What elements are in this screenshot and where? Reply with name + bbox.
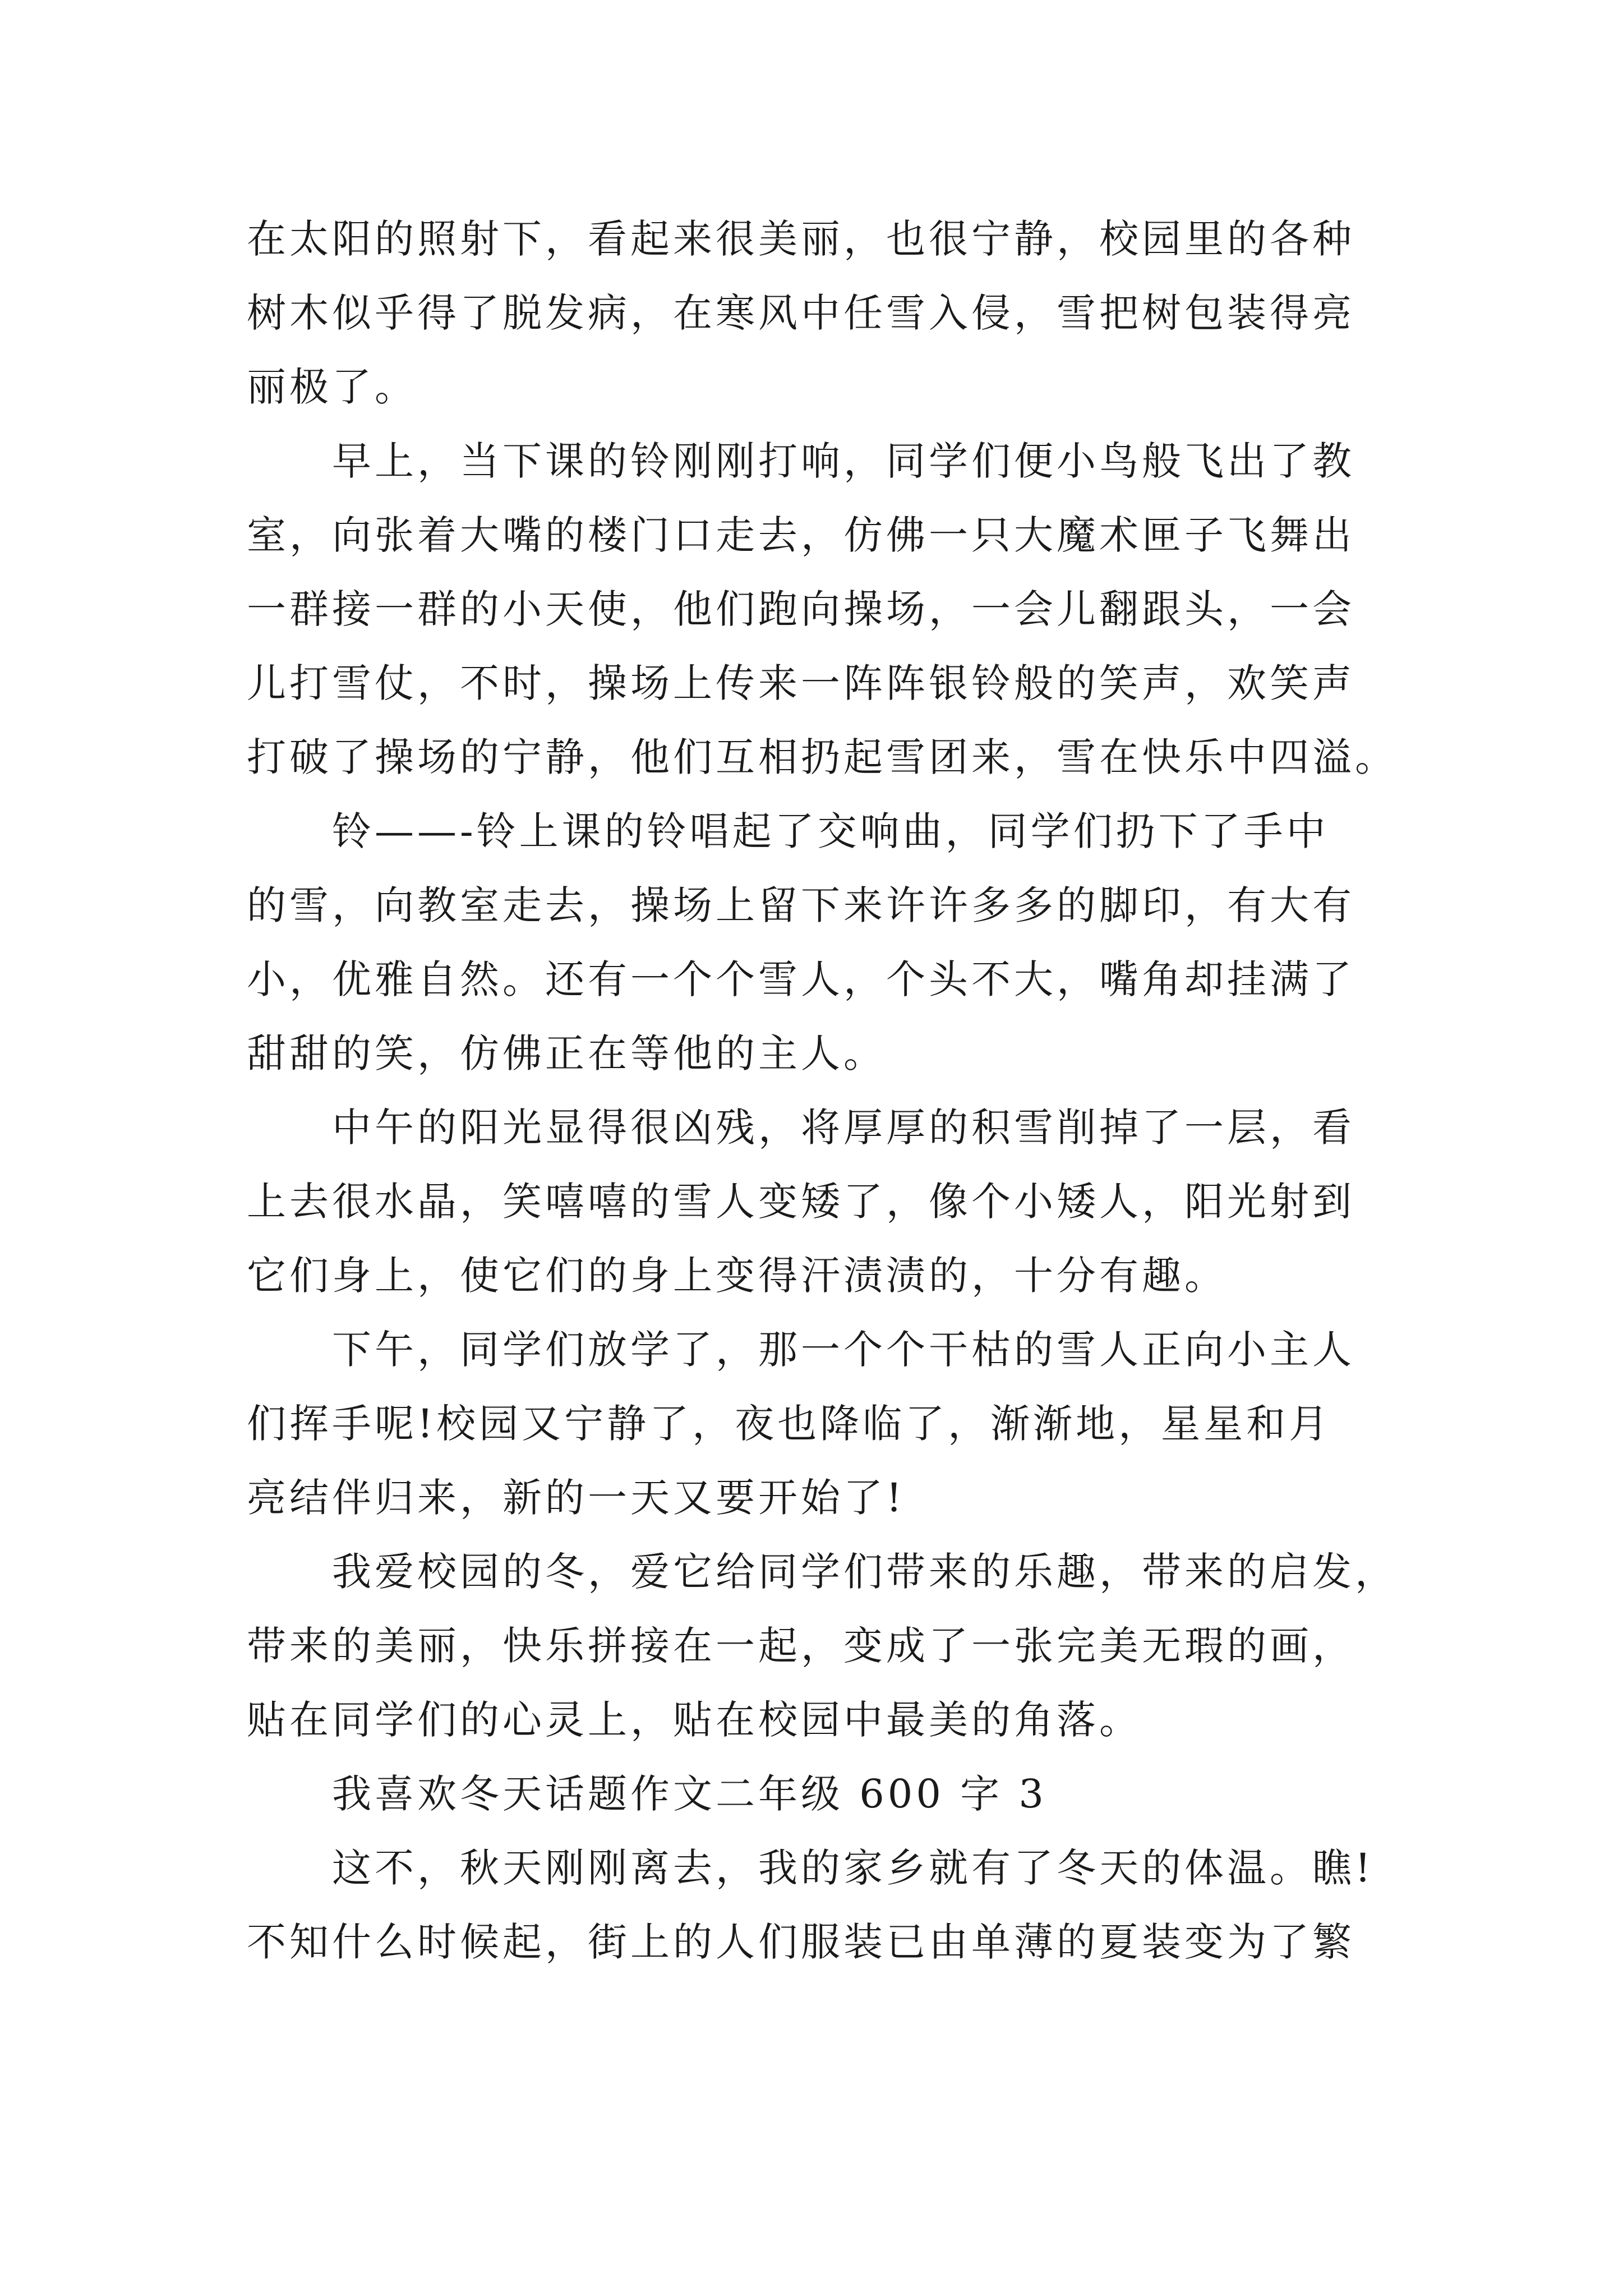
text-line: 室，向张着大嘴的楼门口走去，仿佛一只大魔术匣子飞舞出	[247, 512, 1355, 558]
paragraph-first-line: 中午的阳光显得很凶残，将厚厚的积雪削掉了一层，看	[332, 1105, 1355, 1151]
paragraph-first-line: 早上，当下课的铃刚刚打响，同学们便小鸟般飞出了教	[332, 438, 1355, 484]
text-line: 在太阳的照射下，看起来很美丽，也很宁静，校园里的各种	[247, 216, 1355, 262]
text-line: 打破了操场的宁静，他们互相扔起雪团来，雪在快乐中四溢。	[247, 734, 1398, 780]
text-line: 上去很水晶，笑嘻嘻的雪人变矮了，像个小矮人，阳光射到	[247, 1179, 1355, 1225]
text-line: 亮结伴归来，新的一天又要开始了!	[247, 1475, 906, 1521]
text-line: 们挥手呢!校园又宁静了，夜也降临了，渐渐地，星星和月	[247, 1401, 1332, 1447]
paragraph-first-line: 我爱校园的冬，爱它给同学们带来的乐趣，带来的启发，	[332, 1549, 1398, 1595]
paragraph-first-line: 铃——-铃上课的铃唱起了交响曲，同学们扔下了手中	[332, 808, 1329, 854]
text-line: 的雪，向教室走去，操场上留下来许许多多的脚印，有大有	[247, 882, 1355, 928]
text-line: 不知什么时候起，街上的人们服装已由单薄的夏装变为了繁	[247, 1919, 1355, 1965]
text-line: 小，优雅自然。还有一个个雪人，个头不大，嘴角却挂满了	[247, 956, 1355, 1002]
text-line: 它们身上，使它们的身上变得汗渍渍的，十分有趣。	[247, 1253, 1227, 1299]
text-line: 树木似乎得了脱发病，在寒风中任雪入侵，雪把树包装得亮	[247, 290, 1355, 336]
paragraph-first-line: 下午，同学们放学了，那一个个干枯的雪人正向小主人	[332, 1327, 1355, 1373]
paragraph-first-line: 这不，秋天刚刚离去，我的家乡就有了冬天的体温。瞧!	[332, 1845, 1375, 1891]
document-body	[247, 202, 1398, 1979]
text-line: 甜甜的笑，仿佛正在等他的主人。	[247, 1030, 886, 1076]
text-line: 丽极了。	[247, 364, 417, 410]
text-line: 贴在同学们的心灵上，贴在校园中最美的角落。	[247, 1697, 1142, 1743]
text-line: 儿打雪仗，不时，操场上传来一阵阵银铃般的笑声，欢笑声	[247, 660, 1355, 706]
section-heading: 我喜欢冬天话题作文二年级 600 字 3	[332, 1771, 1047, 1817]
text-line: 带来的美丽，快乐拼接在一起，变成了一张完美无瑕的画，	[247, 1623, 1355, 1669]
text-line: 一群接一群的小天使，他们跑向操场，一会儿翻跟头，一会	[247, 586, 1355, 632]
